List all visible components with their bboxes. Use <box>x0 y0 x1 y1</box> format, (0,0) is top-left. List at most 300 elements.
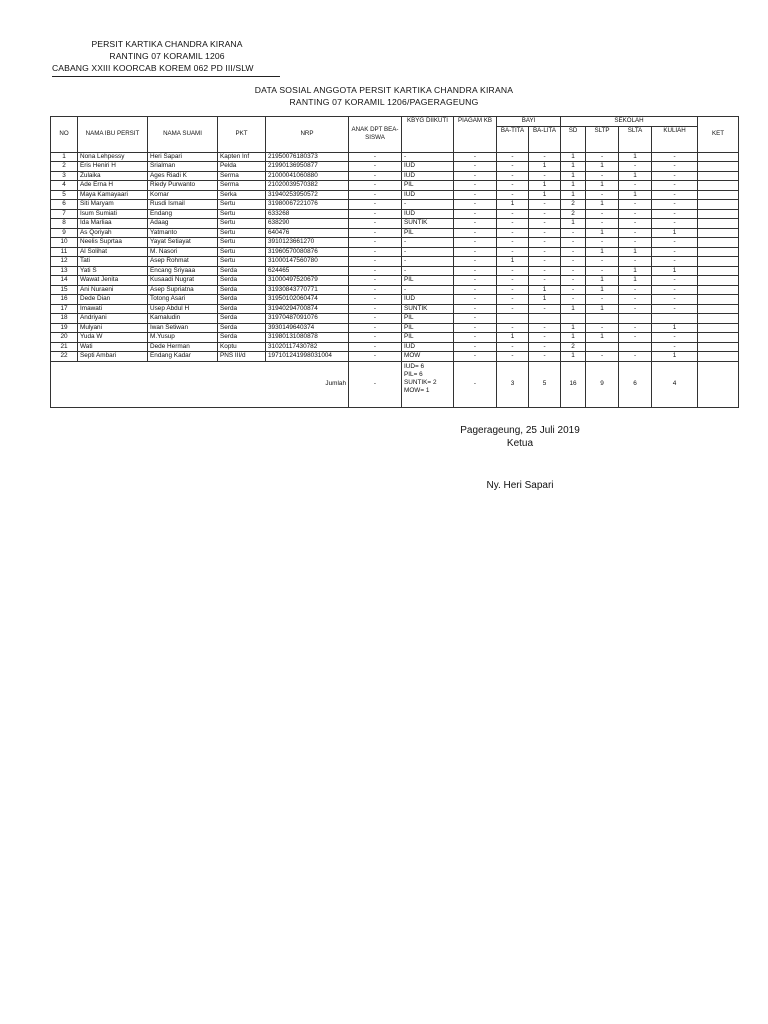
cell-nama-ibu: Siti Maryam <box>78 200 148 210</box>
cell-nrp: 31940294700874 <box>266 304 349 314</box>
cell-slta: - <box>619 285 652 295</box>
cell-balita: - <box>529 304 561 314</box>
cell-sltp: 1 <box>586 304 619 314</box>
cell-nama-ibu: Ade Erna H <box>78 181 148 191</box>
cell-anak: - <box>349 304 402 314</box>
table-row <box>51 181 739 191</box>
cell-kuliah: - <box>652 342 698 352</box>
cell-balita: 1 <box>529 295 561 305</box>
cell-ket <box>698 162 739 172</box>
cell-nama-suami: Encang Sriyaaa <box>148 266 218 276</box>
cell-ket <box>698 276 739 286</box>
header-ket: KET <box>698 117 739 153</box>
cell-anak: - <box>349 323 402 333</box>
cell-nrp: 31980067221076 <box>266 200 349 210</box>
cell-slta: - <box>619 181 652 191</box>
cell-nama-ibu: Zulaika <box>78 171 148 181</box>
cell-kuliah: - <box>652 304 698 314</box>
cell-anak: - <box>349 171 402 181</box>
cell-batita <box>497 314 529 324</box>
header-sltp: SLTP <box>586 126 619 152</box>
table-row <box>51 247 739 257</box>
title-line-2: RANTING 07 KORAMIL 1206/PAGERAGEUNG <box>289 97 479 107</box>
cell-ket <box>698 323 739 333</box>
cell-no: 10 <box>51 238 78 248</box>
cell-ket <box>698 200 739 210</box>
cell-kuliah: - <box>652 257 698 267</box>
header-slta: SLTA <box>619 126 652 152</box>
cell-slta <box>619 314 652 324</box>
cell-anak: - <box>349 228 402 238</box>
cell-anak: - <box>349 190 402 200</box>
cell-batita: - <box>497 228 529 238</box>
cell-kuliah: - <box>652 238 698 248</box>
cell-nama-ibu: Yuda W <box>78 333 148 343</box>
cell-ket <box>698 238 739 248</box>
cell-kbyg: SUNTIK <box>402 304 454 314</box>
header-underline <box>52 76 280 77</box>
cell-batita: - <box>497 209 529 219</box>
cell-sd <box>561 314 586 324</box>
cell-no: 15 <box>51 285 78 295</box>
cell-sltp: - <box>586 190 619 200</box>
table-row <box>51 190 739 200</box>
cell-batita: - <box>497 247 529 257</box>
cell-kbyg: PIL <box>402 276 454 286</box>
cell-sd: 1 <box>561 162 586 172</box>
cell-anak: - <box>349 162 402 172</box>
cell-kbyg: MOW <box>402 352 454 362</box>
cell-pkt: Kapten Inf <box>218 152 266 162</box>
total-label: Jumlah <box>51 361 349 407</box>
cell-batita: 1 <box>497 333 529 343</box>
cell-pkt: Sertu <box>218 228 266 238</box>
cell-sltp <box>586 314 619 324</box>
cell-nama-suami: Heri Sapari <box>148 152 218 162</box>
cell-nrp: 31940253950572 <box>266 190 349 200</box>
cell-no: 14 <box>51 276 78 286</box>
cell-nama-suami: Dede Herman <box>148 342 218 352</box>
cell-ket <box>698 314 739 324</box>
cell-nama-suami: Kamaludin <box>148 314 218 324</box>
total-kbyg <box>402 361 454 407</box>
cell-kbyg: IUD <box>402 171 454 181</box>
cell-batita: - <box>497 285 529 295</box>
total-kbyg-mow: MOW= 1 <box>404 386 430 394</box>
document-title <box>0 84 768 108</box>
cell-pkt: Serda <box>218 323 266 333</box>
table-row <box>51 228 739 238</box>
cell-sltp: - <box>586 219 619 229</box>
org-name: PERSIT KARTIKA CHANDRA KIRANA <box>91 39 243 49</box>
cell-nrp: 31930843770771 <box>266 285 349 295</box>
cell-piagam: - <box>454 190 497 200</box>
cell-nrp: 21990136950877 <box>266 162 349 172</box>
cell-kbyg: IUD <box>402 342 454 352</box>
cell-kbyg: - <box>402 200 454 210</box>
cell-kbyg: PIL <box>402 323 454 333</box>
cell-balita: 1 <box>529 285 561 295</box>
cell-anak: - <box>349 352 402 362</box>
total-kbyg-iud: IUD= 6 <box>404 362 425 370</box>
cell-ket <box>698 171 739 181</box>
member-data-table <box>50 116 739 408</box>
cell-balita: - <box>529 266 561 276</box>
cell-batita: - <box>497 238 529 248</box>
cell-anak: - <box>349 209 402 219</box>
org-cabang: CABANG XXIII KOORCAB KOREM 062 PD III/SLW <box>52 63 254 73</box>
cell-batita: 1 <box>497 200 529 210</box>
total-anak: - <box>349 361 402 407</box>
cell-batita: - <box>497 342 529 352</box>
header-pkt: PKT <box>218 117 266 153</box>
cell-piagam: - <box>454 171 497 181</box>
cell-nama-ibu: Ani Nuraeni <box>78 285 148 295</box>
table-row <box>51 209 739 219</box>
cell-pkt: Sertu <box>218 219 266 229</box>
cell-nrp: 31000497520679 <box>266 276 349 286</box>
cell-piagam: - <box>454 314 497 324</box>
cell-pkt: Koptu <box>218 342 266 352</box>
cell-slta: 1 <box>619 266 652 276</box>
cell-pkt: Sertu <box>218 247 266 257</box>
cell-kbyg: - <box>402 152 454 162</box>
cell-piagam: - <box>454 276 497 286</box>
cell-nrp: 197101241998031004 <box>266 352 349 362</box>
cell-piagam: - <box>454 352 497 362</box>
cell-balita: - <box>529 219 561 229</box>
cell-balita: - <box>529 209 561 219</box>
cell-anak: - <box>349 276 402 286</box>
cell-balita: - <box>529 333 561 343</box>
cell-sltp: 1 <box>586 228 619 238</box>
table-row <box>51 266 739 276</box>
cell-nrp: 21000041060880 <box>266 171 349 181</box>
header-bayi: BAYI <box>497 117 561 127</box>
cell-nrp: 638290 <box>266 219 349 229</box>
cell-nrp: 31960570080876 <box>266 247 349 257</box>
cell-sltp: 1 <box>586 181 619 191</box>
cell-sltp <box>586 342 619 352</box>
cell-balita: - <box>529 342 561 352</box>
cell-pkt: Serda <box>218 276 266 286</box>
title-line-1: DATA SOSIAL ANGGOTA PERSIT KARTIKA CHANDRA KIRANA <box>254 85 514 95</box>
cell-piagam: - <box>454 162 497 172</box>
cell-slta: - <box>619 162 652 172</box>
table-row <box>51 314 739 324</box>
cell-no: 20 <box>51 333 78 343</box>
cell-nama-ibu: Al Solihat <box>78 247 148 257</box>
cell-sltp: 1 <box>586 162 619 172</box>
table-body <box>51 152 739 407</box>
cell-sd: - <box>561 238 586 248</box>
cell-nrp: 3910123661270 <box>266 238 349 248</box>
org-ranting: RANTING 07 KORAMIL 1206 <box>109 51 225 61</box>
total-balita: 5 <box>529 361 561 407</box>
cell-nama-suami: Ages Riadi K <box>148 171 218 181</box>
cell-batita: - <box>497 181 529 191</box>
total-row <box>51 361 739 407</box>
cell-batita: - <box>497 190 529 200</box>
cell-nama-ibu: Septi Ambari <box>78 352 148 362</box>
cell-pkt: Serma <box>218 171 266 181</box>
cell-sd: 1 <box>561 304 586 314</box>
cell-pkt: Sertu <box>218 200 266 210</box>
cell-nrp: 624465 <box>266 266 349 276</box>
cell-ket <box>698 285 739 295</box>
cell-nama-ibu: Dede Dian <box>78 295 148 305</box>
cell-no: 5 <box>51 190 78 200</box>
cell-ket <box>698 152 739 162</box>
cell-nama-suami: Asep Rohmat <box>148 257 218 267</box>
total-kbyg-pil: PIL= 6 <box>404 370 423 378</box>
cell-sd: 1 <box>561 333 586 343</box>
cell-sltp: 1 <box>586 276 619 286</box>
cell-sltp: - <box>586 323 619 333</box>
cell-slta: - <box>619 295 652 305</box>
cell-ket <box>698 181 739 191</box>
cell-pkt: Serda <box>218 266 266 276</box>
cell-piagam: - <box>454 219 497 229</box>
cell-nama-suami: Totong Asari <box>148 295 218 305</box>
cell-nama-ibu: Nona Lehpessy <box>78 152 148 162</box>
signature-name: Ny. Heri Sapari <box>486 480 554 491</box>
cell-sltp: - <box>586 352 619 362</box>
cell-nrp: 633268 <box>266 209 349 219</box>
cell-no: 17 <box>51 304 78 314</box>
cell-batita: - <box>497 276 529 286</box>
cell-no: 3 <box>51 171 78 181</box>
cell-kuliah: - <box>652 181 698 191</box>
cell-kbyg: - <box>402 238 454 248</box>
cell-kbyg: PIL <box>402 314 454 324</box>
signature-place-date: Pagerageung, 25 Juli 2019 <box>460 425 580 436</box>
cell-balita: 1 <box>529 190 561 200</box>
header-sekolah: SEKOLAH <box>561 117 698 127</box>
cell-no: 6 <box>51 200 78 210</box>
cell-anak: - <box>349 266 402 276</box>
cell-kuliah: - <box>652 200 698 210</box>
cell-nama-suami: Riedy Purwanto <box>148 181 218 191</box>
cell-slta: - <box>619 323 652 333</box>
cell-kbyg: PIL <box>402 181 454 191</box>
cell-no: 8 <box>51 219 78 229</box>
cell-nrp: 31020117430782 <box>266 342 349 352</box>
total-sd: 16 <box>561 361 586 407</box>
header-nama-suami: NAMA SUAMI <box>148 117 218 153</box>
cell-sd: 1 <box>561 352 586 362</box>
table-row <box>51 342 739 352</box>
cell-nrp: 640476 <box>266 228 349 238</box>
cell-slta: - <box>619 200 652 210</box>
cell-batita: - <box>497 323 529 333</box>
cell-sd: 1 <box>561 323 586 333</box>
cell-sltp: - <box>586 238 619 248</box>
cell-nama-ibu: Imawati <box>78 304 148 314</box>
cell-pkt: Serka <box>218 190 266 200</box>
cell-sd: 1 <box>561 181 586 191</box>
cell-slta: - <box>619 209 652 219</box>
cell-nama-ibu: Neelis Suprtaa <box>78 238 148 248</box>
cell-ket <box>698 219 739 229</box>
total-kbyg-suntik: SUNTIK= 2 <box>404 378 437 386</box>
cell-pkt: Sertu <box>218 209 266 219</box>
cell-pkt: Sertu <box>218 257 266 267</box>
cell-batita: - <box>497 162 529 172</box>
header-batita: BA-TITA <box>497 126 529 152</box>
cell-anak: - <box>349 257 402 267</box>
cell-balita: - <box>529 323 561 333</box>
cell-batita: - <box>497 171 529 181</box>
cell-kuliah: 1 <box>652 228 698 238</box>
table-row <box>51 276 739 286</box>
cell-slta: - <box>619 352 652 362</box>
cell-nama-suami: Srialman <box>148 162 218 172</box>
cell-sd: 2 <box>561 209 586 219</box>
cell-sltp: - <box>586 266 619 276</box>
cell-kuliah: 1 <box>652 323 698 333</box>
cell-piagam: - <box>454 333 497 343</box>
cell-piagam: - <box>454 323 497 333</box>
cell-piagam: - <box>454 285 497 295</box>
cell-ket <box>698 333 739 343</box>
cell-anak: - <box>349 152 402 162</box>
header-no: NO <box>51 117 78 153</box>
cell-slta: - <box>619 228 652 238</box>
cell-nama-ibu: Isum Sumiati <box>78 209 148 219</box>
cell-anak: - <box>349 219 402 229</box>
total-ket <box>698 361 739 407</box>
cell-ket <box>698 352 739 362</box>
cell-kuliah: - <box>652 162 698 172</box>
cell-slta: 1 <box>619 152 652 162</box>
cell-piagam: - <box>454 257 497 267</box>
cell-balita: - <box>529 200 561 210</box>
cell-balita: - <box>529 247 561 257</box>
cell-kuliah: - <box>652 209 698 219</box>
cell-batita: - <box>497 219 529 229</box>
cell-sd: - <box>561 295 586 305</box>
cell-nama-suami: Rusdi Ismail <box>148 200 218 210</box>
total-piagam: - <box>454 361 497 407</box>
cell-balita: - <box>529 238 561 248</box>
cell-kuliah <box>652 314 698 324</box>
cell-slta: 1 <box>619 171 652 181</box>
cell-piagam: - <box>454 228 497 238</box>
cell-nama-suami: Endang Kadar <box>148 352 218 362</box>
header-kbyg: KBYG DIIKUTI <box>402 117 454 153</box>
cell-kbyg: IUD <box>402 295 454 305</box>
cell-piagam: - <box>454 238 497 248</box>
cell-piagam: - <box>454 304 497 314</box>
cell-kuliah: - <box>652 171 698 181</box>
header-anak: ANAK DPT BEA-SISWA <box>349 117 402 153</box>
cell-kbyg: IUD <box>402 209 454 219</box>
cell-pkt: Serda <box>218 295 266 305</box>
header-sd: SD <box>561 126 586 152</box>
table-row <box>51 333 739 343</box>
cell-ket <box>698 247 739 257</box>
cell-ket <box>698 342 739 352</box>
cell-no: 21 <box>51 342 78 352</box>
cell-piagam: - <box>454 247 497 257</box>
cell-balita: 1 <box>529 162 561 172</box>
cell-sltp: 1 <box>586 333 619 343</box>
cell-no: 4 <box>51 181 78 191</box>
cell-slta: - <box>619 304 652 314</box>
cell-ket <box>698 209 739 219</box>
table-row <box>51 257 739 267</box>
cell-kuliah: - <box>652 333 698 343</box>
cell-batita: - <box>497 152 529 162</box>
cell-nrp: 21950076180373 <box>266 152 349 162</box>
cell-no: 13 <box>51 266 78 276</box>
cell-kuliah: - <box>652 285 698 295</box>
cell-piagam: - <box>454 295 497 305</box>
organization-header <box>52 38 282 77</box>
cell-pkt: Sertu <box>218 238 266 248</box>
cell-sltp: - <box>586 257 619 267</box>
cell-balita: - <box>529 257 561 267</box>
cell-anak: - <box>349 314 402 324</box>
cell-nama-ibu: Andriyani <box>78 314 148 324</box>
cell-sd: 1 <box>561 190 586 200</box>
cell-nrp: 31980131080878 <box>266 333 349 343</box>
cell-slta: - <box>619 333 652 343</box>
cell-batita: - <box>497 295 529 305</box>
total-sltp: 9 <box>586 361 619 407</box>
cell-pkt: Serda <box>218 304 266 314</box>
cell-sd: - <box>561 266 586 276</box>
cell-nama-ibu: As Qoriyah <box>78 228 148 238</box>
cell-no: 2 <box>51 162 78 172</box>
cell-slta <box>619 342 652 352</box>
cell-kbyg: - <box>402 247 454 257</box>
cell-sd: - <box>561 247 586 257</box>
table-row <box>51 200 739 210</box>
cell-ket <box>698 228 739 238</box>
cell-sd: 1 <box>561 171 586 181</box>
cell-sltp: - <box>586 209 619 219</box>
cell-anak: - <box>349 285 402 295</box>
cell-ket <box>698 266 739 276</box>
cell-sltp: 1 <box>586 200 619 210</box>
cell-nama-ibu: Yati S <box>78 266 148 276</box>
cell-pkt: PNS III/d <box>218 352 266 362</box>
cell-slta: - <box>619 219 652 229</box>
cell-nrp: 31970487091076 <box>266 314 349 324</box>
cell-no: 7 <box>51 209 78 219</box>
cell-pkt: Serda <box>218 314 266 324</box>
cell-balita: - <box>529 276 561 286</box>
cell-no: 9 <box>51 228 78 238</box>
cell-nama-suami: Asep Supriatna <box>148 285 218 295</box>
cell-kuliah: 1 <box>652 266 698 276</box>
cell-nama-suami: M. Nasori <box>148 247 218 257</box>
cell-sd: 2 <box>561 342 586 352</box>
table-row <box>51 238 739 248</box>
cell-balita: - <box>529 352 561 362</box>
cell-kuliah: - <box>652 247 698 257</box>
cell-no: 16 <box>51 295 78 305</box>
cell-nama-suami: Komar <box>148 190 218 200</box>
cell-nama-ibu: Tati <box>78 257 148 267</box>
cell-anak: - <box>349 295 402 305</box>
cell-sltp: 1 <box>586 247 619 257</box>
header-kuliah: KULIAH <box>652 126 698 152</box>
cell-anak: - <box>349 247 402 257</box>
cell-nama-suami: Yatmanto <box>148 228 218 238</box>
